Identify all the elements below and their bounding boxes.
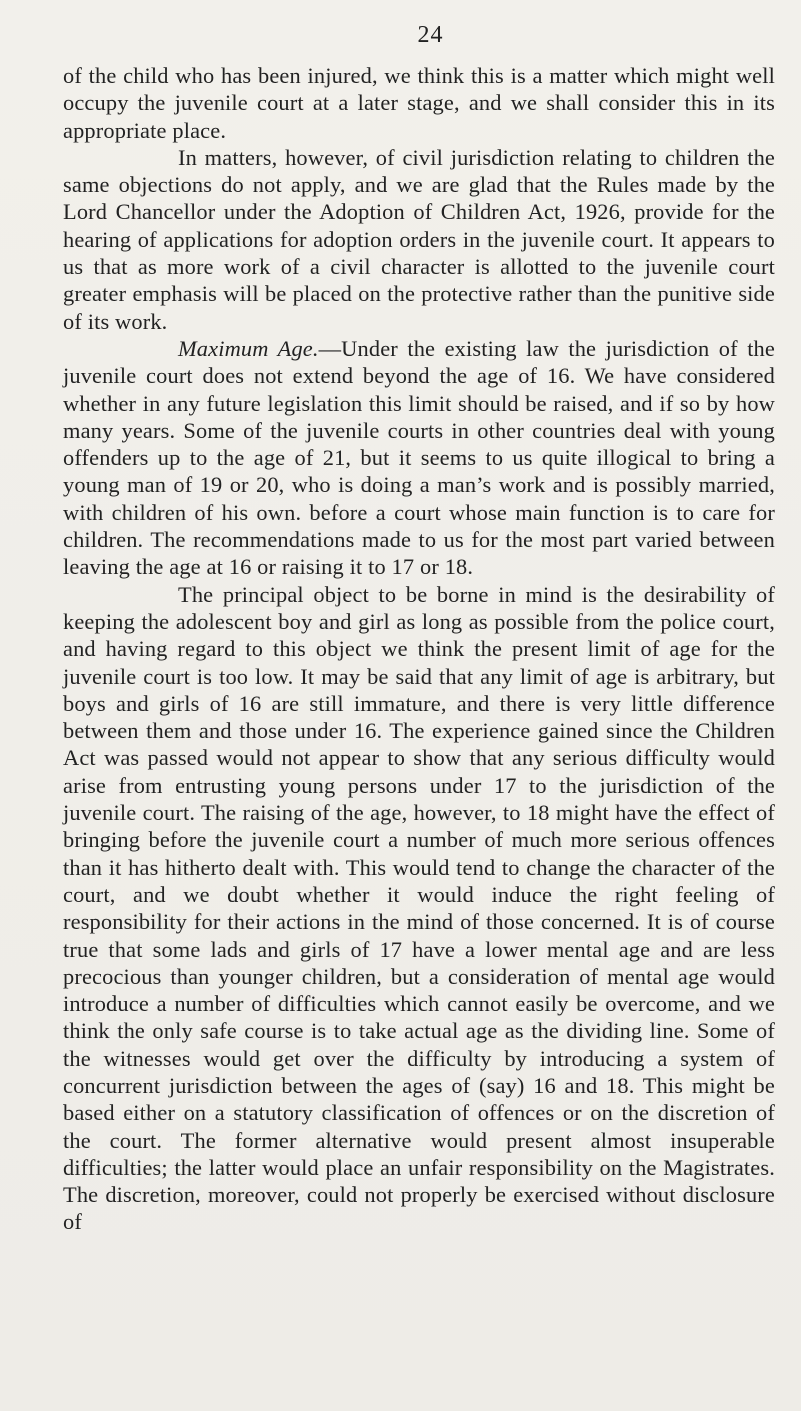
section-heading-maximum-age: Maximum Age. [178, 335, 319, 361]
page-number: 24 [417, 22, 444, 48]
paragraph-1: of the child who has been injured, we think this is a matter which might well occupy the juvenile court at a later stage, and we shall consider this in its appropriate place. [63, 63, 775, 143]
paragraph-3-text: —Under the existing law the jurisdiction of the juvenile court does not extend beyond the age of 16. We have considered whether in any future legislation this limit should be raised, and if so by how many years. Some of the juvenile courts in other countries deal with young offenders up to the age of 21, but it seems to us quite illogical to bring a young man of 19 or 20, who is doing a man’s work and is possibly married, with children of his own. before a court whose main function is to care for children. The recommendations made to us for the most part varied between leaving the age at 16 or raising it to 17 or 18. [63, 335, 775, 580]
paragraph-2: In matters, however, of civil jurisdiction relating to children the same objections do not apply, and we are glad that the Rules made by the Lord Chancellor under the Adoption of Children Act, 1926, provide for the hearing of applications for adoption orders in the juvenile court. It appears to us that as more work of a civil character is allotted to the juvenile court greater emphasis will be placed on the protective rather than the punitive side of its work. [63, 144, 775, 334]
body-text [63, 62, 775, 1236]
paragraph-4: The principal object to be borne in mind is the desirability of keeping the adolescent boy and girl as long as possible from the police court, and having regard to this object we think the present limit of age for the juvenile court is too low. It may be said that any limit of age is arbitrary, but boys and girls of 16 are still immature, and there is very little difference between them and those under 16. The experience gained since the Children Act was passed would not appear to show that any serious difficulty would arise from entrusting young persons under 17 to the jurisdiction of the juvenile court. The raising of the age, however, to 18 might have the effect of bringing before the juvenile court a number of much more serious offences than it has hitherto dealt with. This would tend to change the character of the court, and we doubt whether it would induce the right feeling of responsibility for their actions in the mind of those concerned. It is of course true that some lads and girls of 17 have a lower mental age and are less precocious than younger children, but a consideration of mental age would introduce a number of difficulties which cannot easily be overcome, and we think the only safe course is to take actual age as the dividing line. Some of the witnesses would get over the difficulty by introducing a system of concurrent jurisdiction between the ages of (say) 16 and 18. This might be based either on a statutory classification of offences or on the discretion of the court. The former alternative would present almost insuperable difficulties; the latter would place an unfair responsibility on the Magistrates. The discretion, moreover, could not properly be exercised without disclosure of [63, 581, 775, 1235]
paragraph-3 [63, 335, 775, 581]
